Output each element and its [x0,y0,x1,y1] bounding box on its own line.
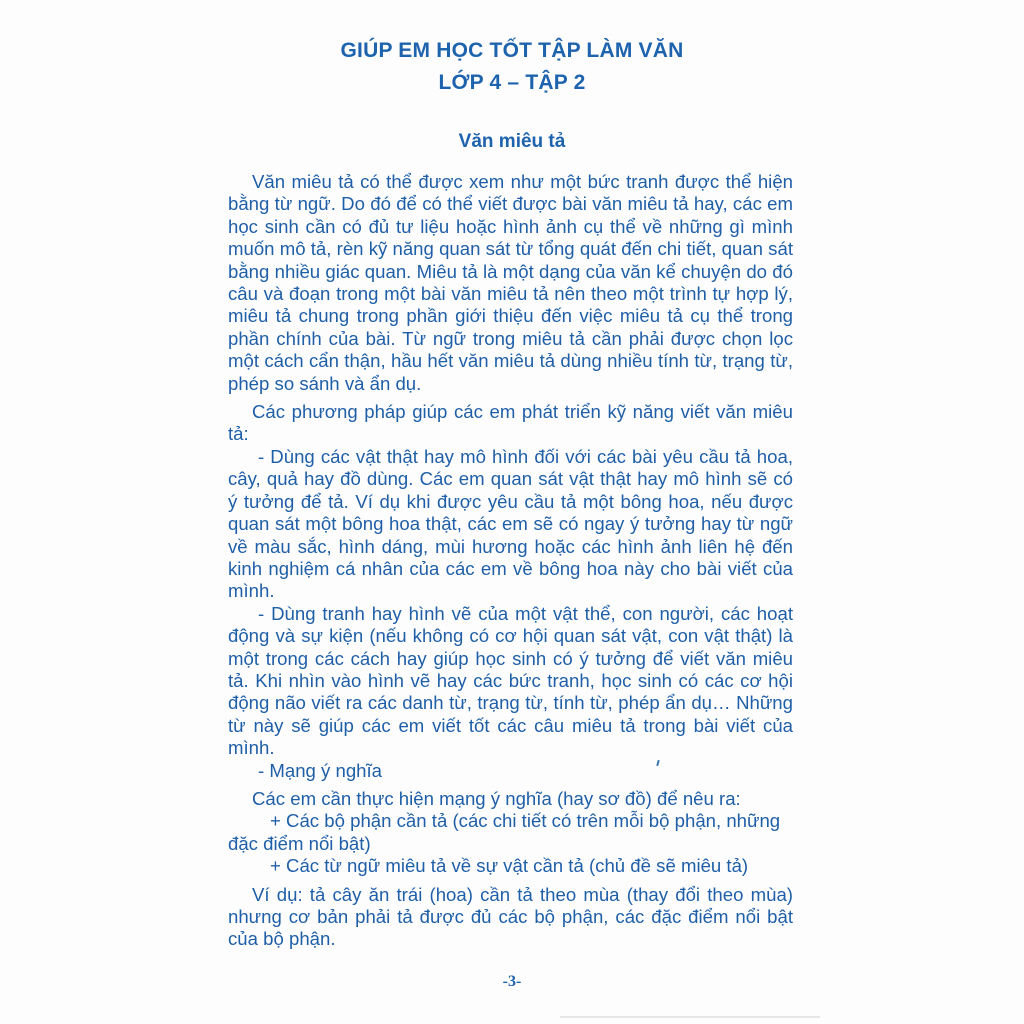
paragraph-methods-intro: Các phương pháp giúp các em phát triển kỹ năng viết văn miêu tả: [228,401,793,445]
section-title: Văn miêu tả [458,131,566,152]
body-text [228,171,793,951]
paragraph-network-intro: Các em cần thực hiện mạng ý nghĩa (hay sơ đồ) để nêu ra: [252,787,741,809]
scan-edge-shadow [560,1016,820,1018]
book-title-line2: LỚP 4 – TẬP 2 [438,71,586,94]
paragraph-intro: Văn miêu tả có thể được xem như một bức tranh được thể hiện bằng từ ngữ. Do đó để có thể viết được bài văn miêu tả hay, các em học sinh cần có đủ tư liệu hoặc hình ảnh cụ thể về những gì mình muốn mô tả, rèn kỹ năng quan sát từ tổng quát đến chi tiết, quan sát bằng nhiều giác quan. Miêu tả là một dạng của văn kể chuyện do đó câu và đoạn trong một bài văn miêu tả nên theo một trình tự hợp lý, miêu tả chung trong phần giới thiệu đến việc miêu tả cụ thể trong phần chính của bài. Từ ngữ trong miêu tả cần phải được chọn lọc một cách cẩn thận, hầu hết văn miêu tả dùng nhiều tính từ, trạng từ, phép so sánh và ẩn dụ. [228,171,793,394]
page-number: -3- [502,973,522,990]
paragraph-method-pictures: - Dùng tranh hay hình vẽ của một vật thể, con người, các hoạt động và sự kiện (nếu không có cơ hội quan sát vật, con vật thật) là một trong các cách hay giúp học sinh có ý tưởng để viết văn miêu tả. Khi nhìn vào hình vẽ hay các bức tranh, học sinh có các cơ hội động não viết ra các danh từ, trạng từ, tính từ, phép ẩn dụ… Những từ này sẽ giúp các em viết tốt các câu miêu tả trong bài viết của mình. [228,602,793,759]
paragraph-method-meaning-network: - Mạng ý nghĩa [258,759,383,781]
paragraph-method-real-objects: - Dùng các vật thật hay mô hình đối với các bài yêu cầu tả hoa, cây, quả hay đồ dùng. Các em quan sát vật thật hay mô hình sẽ có ý tưởng để tả. Ví dụ khi được yêu cầu tả một bông hoa, nếu được quan sát một bông hoa thật, các em sẽ có ngay ý tưởng hay từ ngữ về màu sắc, hình dáng, mùi hương hoặc các hình ảnh liên hệ đến kinh nghiệm cá nhân của các em về bông hoa này cho bài viết của mình. [228,445,793,602]
list-item-descriptive-words: + Các từ ngữ miêu tả về sự vật cần tả (chủ đề sẽ miêu tả) [270,855,749,877]
book-title-line1: GIÚP EM HỌC TỐT TẬP LÀM VĂN [340,39,684,62]
list-item-parts: + Các bộ phận cần tả (các chi tiết có trên mỗi bộ phận, những đặc điểm nổi bật) [228,810,781,854]
paragraph-example: Ví dụ: tả cây ăn trái (hoa) cần tả theo mùa (thay đổi theo mùa) nhưng cơ bản phải tả được đủ các bộ phận, các đặc điểm nổi bật của bộ phận. [228,883,793,950]
